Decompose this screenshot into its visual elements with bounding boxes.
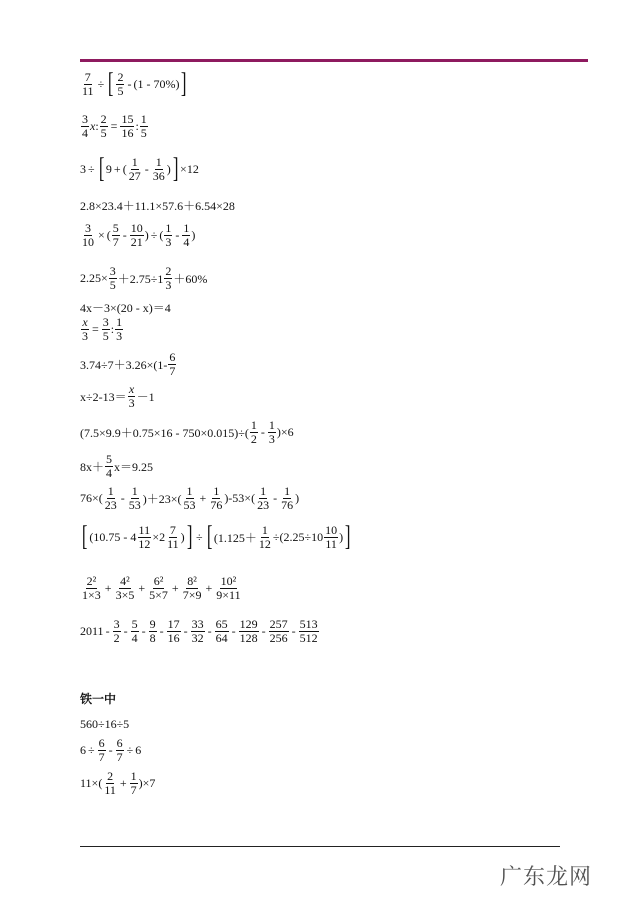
footer-rule [80, 846, 560, 847]
expr-5: $\frac{3}{10}$ × ( $\frac{5}{7}$ - $\frac{10}{21}$ ) ÷ ( $\frac{1}{3}$ - $\frac{1}{4}$ ) [82, 221, 196, 249]
expr-12: 8x＋ $\frac{5}{4}$ x＝9.25 [80, 452, 154, 480]
expr-6: 2.25× $\frac{3}{5}$ ＋2.75÷1 $\frac{2}{3}$ ＋60% [80, 264, 208, 292]
expr-17: 560÷16÷5 [80, 717, 130, 731]
expr-18: 6 ÷ $\frac{6}{7}$ - $\frac{6}{7}$ ÷ 6 [80, 736, 142, 764]
expr-9: 3.74÷7＋3.26×(1- $\frac{6}{7}$ [80, 350, 176, 378]
expr-13: 76×( $\frac{1}{23}$ - $\frac{1}{53}$ )＋23×( $\frac{1}{53}$ + $\frac{1}{76}$ )-53×( $\frac{1}{23}$ - $\frac{1}{76}$ ) [80, 484, 300, 512]
fraction: $\frac{7}{11}$ [82, 69, 94, 98]
watermark-logo: 广东龙网 [500, 865, 593, 890]
expr-15: $\frac{\text{2²}}{1\times 3}$ + $\frac{\text{4²}}{3\times 5}$ + $\frac{\text{6²}}{5\times 7}$ + $\frac{\text{8²}}{7\times 9}$ + $\frac{\text{10²}}{9\times 11}$ [82, 574, 241, 602]
expr-16: 2011 - $\frac{3}{2}$ - $\frac{5}{4}$ - $\frac{9}{8}$ - $\frac{17}{16}$ - $\frac{33}{32}$ - $\frac{65}{64}$ - $\frac{129}{128}$ - $\frac{257}{256}$ - $\frac{513}{512}$ [80, 617, 318, 645]
expr-11: (7.5×9.9＋0.75×16 - 750×0.015)÷( $\frac{1}{2}$ - $\frac{1}{3}$ )×6 [80, 418, 294, 446]
expr-8: $\frac{x}{3}$ = $\frac{3}{5}$ : $\frac{1}{3}$ [82, 315, 123, 343]
expr-4: 2.8×23.4＋11.1×57.6＋6.54×28 [80, 199, 235, 213]
expr-14: [ (10.75 - 4 $\frac{11}{12}$ ×2 $\frac{7}{11}$ ) ] ÷ [ (1.125＋ $\frac{1}{12}$ ÷(2.25÷10 $\frac{10}{11}$ ) ] [81, 521, 351, 552]
header-rule [80, 59, 588, 62]
expr-2: $\frac{3}{4}$ x : $\frac{2}{5}$ = $\frac{15}{16}$ : $\frac{1}{5}$ [82, 112, 147, 140]
expr-10: x÷2-13＝ $\frac{x}{3}$ －1 [80, 382, 155, 410]
section-heading: 铁一中 [80, 692, 117, 706]
expr-19: 11×( $\frac{2}{11}$ + $\frac{1}{7}$ )×7 [80, 769, 156, 797]
expr-7: 4x－3×(20 - x)＝4 [80, 301, 171, 315]
expr-1: $\frac{7}{11}$ ÷ [ $\frac{2}{5}$ - (1 - 70%) ] [82, 68, 187, 99]
fraction: $\frac{2}{5}$ [117, 69, 124, 98]
expr-3: 3 ÷ [ 9 + ( $\frac{1}{27}$ - $\frac{1}{36}$ ) ] × 12 [80, 153, 199, 184]
